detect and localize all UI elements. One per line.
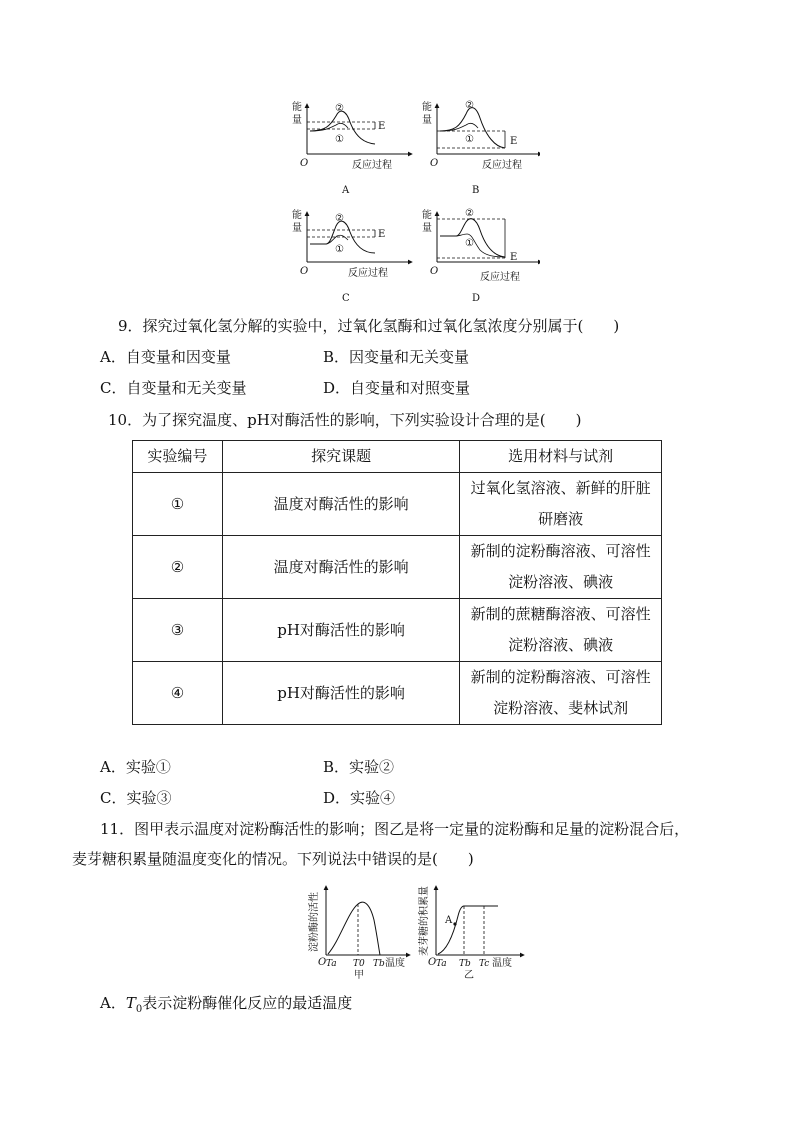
materials-line-1: 新制的淀粉酶溶液、可溶性 [470, 668, 651, 686]
q9-option-d[interactable]: D．自变量和对照变量 [323, 379, 471, 397]
curve-label-top: ② [335, 213, 344, 224]
panel-caption: C [342, 293, 350, 304]
materials-line-2: 研磨液 [538, 510, 584, 528]
figure-caption: 甲 [354, 970, 364, 980]
curve-label-top: ② [465, 208, 474, 219]
point-a-label: A [445, 915, 453, 926]
q9-option-c[interactable]: C．自变量和无关变量 [100, 379, 247, 397]
origin-label: O [300, 266, 309, 277]
x-axis-label: 温度 [492, 958, 512, 969]
cell-materials [460, 599, 662, 662]
q10-option-b[interactable]: B．实验② [323, 758, 395, 776]
cell-id: ④ [133, 662, 223, 725]
figure-caption: 乙 [464, 970, 474, 980]
question-10-stem: 10．为了探究温度、pH对酶活性的影响，下列实验设计合理的是( ) [108, 411, 582, 429]
curve-label-low: ① [335, 134, 344, 145]
cell-id: ① [133, 473, 223, 536]
panel-caption: B [472, 185, 480, 196]
header-materials: 选用材料与试剂 [460, 441, 662, 473]
cell-id: ③ [133, 599, 223, 662]
table-header-row [133, 441, 662, 473]
cell-materials [460, 473, 662, 536]
table-row [133, 662, 662, 725]
curve-label-low: ① [335, 244, 344, 255]
curve-label-top: ② [465, 100, 474, 111]
option-prefix: A． [100, 994, 126, 1012]
x-axis-label: 反应过程 [348, 268, 388, 279]
origin-label: O [430, 158, 439, 169]
gap-label: E [510, 136, 518, 147]
origin-label: O [300, 158, 309, 169]
y-label-bottom: 量 [422, 115, 432, 126]
tick-ta: Ta [436, 959, 447, 969]
energy-panel-c [292, 208, 412, 304]
panel-caption: D [472, 293, 481, 304]
cell-materials [460, 662, 662, 725]
energy-panel-a [292, 100, 412, 196]
materials-line-2: 淀粉溶液、斐林试剂 [493, 699, 629, 717]
materials-line-2: 淀粉溶液、碘液 [508, 573, 614, 591]
header-topic: 探究课题 [222, 441, 460, 473]
gap-label: E [510, 252, 518, 263]
cell-topic: 温度对酶活性的影响 [222, 473, 460, 536]
y-label-top: 能 [292, 210, 302, 221]
q10-option-d[interactable]: D．实验④ [323, 789, 396, 807]
table-row [133, 473, 662, 536]
cell-topic: pH对酶活性的影响 [222, 599, 460, 662]
q9-option-a[interactable]: A．自变量和因变量 [100, 348, 231, 366]
enzyme-temperature-figures [300, 880, 530, 980]
tick-tb: Tb [459, 959, 471, 969]
materials-line-1: 过氧化氢溶液、新鲜的肝脏 [470, 479, 651, 497]
option-text: 表示淀粉酶催化反应的最适温度 [142, 994, 353, 1012]
q10-option-a[interactable]: A．实验① [100, 758, 171, 776]
question-9-stem: 9．探究过氧化氢分解的实验中，过氧化氢酶和过氧化氢浓度分别属于( ) [118, 317, 620, 335]
energy-panel-d [422, 208, 540, 304]
curve-label-low: ① [465, 134, 474, 145]
cell-topic: 温度对酶活性的影响 [222, 536, 460, 599]
y-label-top: 能 [422, 102, 432, 113]
origin-label: O [318, 957, 327, 968]
energy-panel-b [422, 100, 540, 196]
q10-option-c[interactable]: C．实验③ [100, 789, 172, 807]
tick-t0: T0 [353, 959, 365, 969]
q9-option-b[interactable]: B．因变量和无关变量 [323, 348, 470, 366]
curve-label-low: ① [465, 238, 474, 249]
y-axis-label: 淀粉酶的活性 [309, 892, 320, 952]
q11-option-a[interactable] [100, 993, 352, 1020]
origin-label: O [428, 957, 437, 968]
x-axis-label: 温度 [385, 958, 405, 969]
x-axis-label: 反应过程 [482, 160, 522, 171]
y-label-bottom: 量 [292, 115, 302, 126]
experiment-table [132, 440, 662, 725]
materials-line-2: 淀粉溶液、碘液 [508, 636, 614, 654]
tick-tb: Tb [373, 959, 385, 969]
variable-subscript: 0 [135, 1004, 143, 1015]
panel-caption: A [342, 185, 350, 196]
y-label-top: 能 [422, 210, 432, 221]
variable-t: T [125, 994, 136, 1012]
question-11-stem-line-2: 麦芽糖积累量随温度变化的情况。下列说法中错误的是( ) [72, 850, 474, 868]
question-11-stem-line-1: 11．图甲表示温度对淀粉酶活性的影响；图乙是将一定量的淀粉酶和足量的淀粉混合后， [100, 820, 690, 838]
energy-diagram-figure [280, 98, 540, 308]
gap-label: E [378, 121, 386, 132]
cell-materials [460, 536, 662, 599]
figure-yi [417, 886, 524, 980]
cell-topic: pH对酶活性的影响 [222, 662, 460, 725]
table-row [133, 599, 662, 662]
x-axis-label: 反应过程 [352, 160, 392, 171]
materials-line-1: 新制的蔗糖酶溶液、可溶性 [470, 605, 651, 623]
origin-label: O [430, 266, 439, 277]
y-label-bottom: 量 [292, 223, 302, 234]
y-label-top: 能 [292, 102, 302, 113]
figure-jia [307, 886, 410, 980]
tick-tc: Tc [479, 959, 490, 969]
header-experiment-number: 实验编号 [133, 441, 223, 473]
x-axis-label: 反应过程 [480, 272, 520, 283]
tick-ta: Ta [326, 959, 337, 969]
table-row [133, 536, 662, 599]
materials-line-1: 新制的淀粉酶溶液、可溶性 [470, 542, 651, 560]
gap-label: E [378, 229, 386, 240]
y-label-bottom: 量 [422, 223, 432, 234]
curve-label-top: ② [335, 103, 344, 114]
y-axis-label: 麦芽糖的积累量 [419, 886, 430, 956]
cell-id: ② [133, 536, 223, 599]
